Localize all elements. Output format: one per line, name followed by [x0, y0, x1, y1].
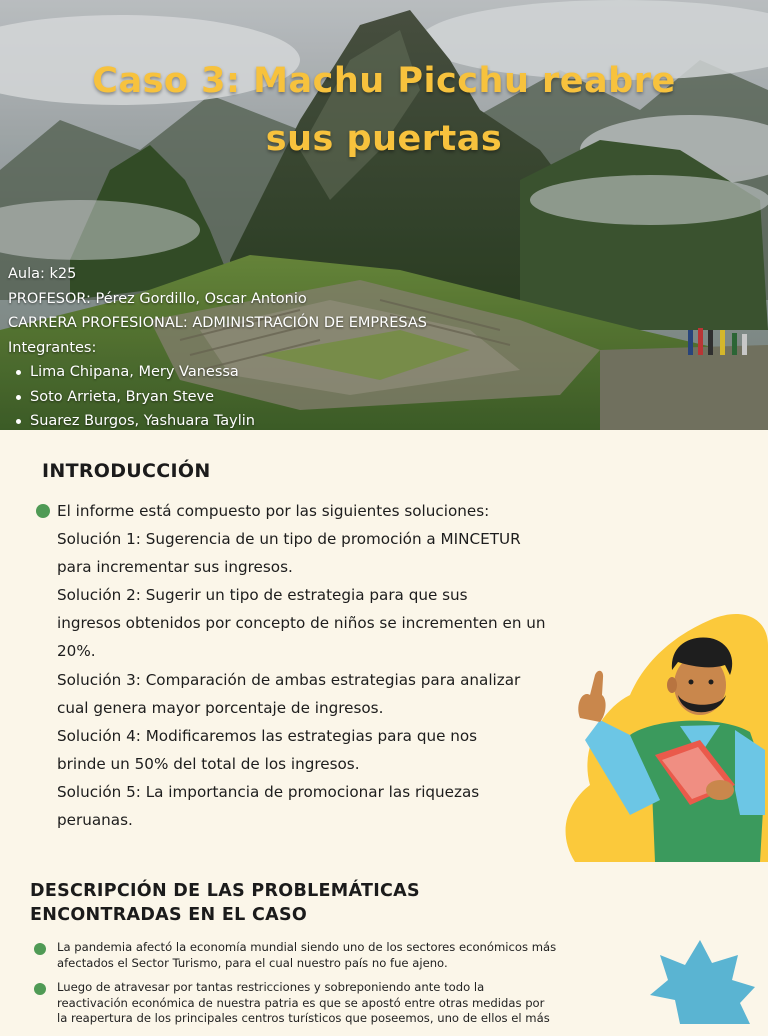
hero-title	[84, 52, 684, 168]
carrera-label: CARRERA PROFESIONAL: ADMINISTRACIÓN DE EMPRESAS	[8, 315, 427, 331]
description-line: Luego de atravesar por tantas restricciones y sobreponiendo ante todo la	[57, 980, 485, 994]
description-heading-line2: ENCONTRADAS EN EL CASO	[30, 905, 308, 925]
list-item: Lima Chipana, Mery Vanessa	[30, 360, 427, 385]
intro-body	[36, 497, 596, 834]
description-line: La pandemia afectó la economía mundial siendo uno de los sectores económicos más	[57, 940, 557, 954]
intro-heading: INTRODUCCIÓN	[42, 460, 211, 482]
intro-line: 20%.	[57, 642, 96, 661]
integrantes-label: Integrantes:	[8, 339, 97, 356]
profesor-label: PROFESOR: Pérez Gordillo, Oscar Antonio	[8, 290, 307, 307]
intro-line: Solución 4: Modificaremos las estrategias para que nos	[57, 726, 478, 745]
hero-title-line2: sus puertas	[265, 119, 503, 159]
intro-line: Solución 2: Sugerir un tipo de estrategia para que sus	[57, 586, 468, 605]
intro-line: cual genera mayor porcentaje de ingresos.	[57, 698, 384, 717]
description-list	[32, 940, 602, 1036]
intro-line: para incrementar sus ingresos.	[57, 558, 293, 577]
intro-line: Solución 5: La importancia de promocionar las riquezas	[57, 782, 480, 801]
description-heading-line1: DESCRIPCIÓN DE LAS PROBLEMÁTICAS	[30, 881, 420, 901]
list-item	[32, 980, 602, 1027]
description-line: afectados el Sector Turismo, para el cual nuestro país no fue ajeno.	[57, 955, 448, 970]
list-item: Soto Arrieta, Bryan Steve	[30, 385, 427, 410]
bullet-icon	[34, 983, 46, 995]
course-info	[8, 262, 427, 430]
description-line: reactivación económica de nuestra patria es que se apostó entre otras medidas por	[57, 995, 545, 1010]
list-item: Suarez Burgos, Yashuara Taylin	[30, 409, 427, 430]
description-line: la reapertura de los principales centros turísticos que poseemos, uno de ellos el más	[57, 1011, 550, 1025]
bullet-icon	[34, 943, 46, 955]
intro-line: peruanas.	[57, 811, 133, 830]
intro-line: ingresos obtenidos por concepto de niños se incrementen en un	[57, 614, 546, 633]
intro-line: Solución 3: Comparación de ambas estrategias para analizar	[57, 670, 521, 689]
blue-star-decoration	[620, 925, 768, 1024]
aula-label: Aula: k25	[8, 266, 77, 282]
intro-line: brinde un 50% del total de los ingresos.	[57, 754, 360, 773]
description-heading	[30, 879, 500, 927]
bullet-icon	[36, 504, 50, 518]
integrantes-list	[8, 360, 427, 430]
hero-banner	[0, 0, 768, 430]
intro-line: Solución 1: Sugerencia de un tipo de promoción a MINCETUR	[57, 530, 521, 549]
list-item	[32, 940, 602, 971]
hero-title-line1: Caso 3: Machu Picchu reabre	[92, 61, 676, 101]
intro-line: El informe está compuesto por las siguientes soluciones:	[57, 502, 490, 520]
